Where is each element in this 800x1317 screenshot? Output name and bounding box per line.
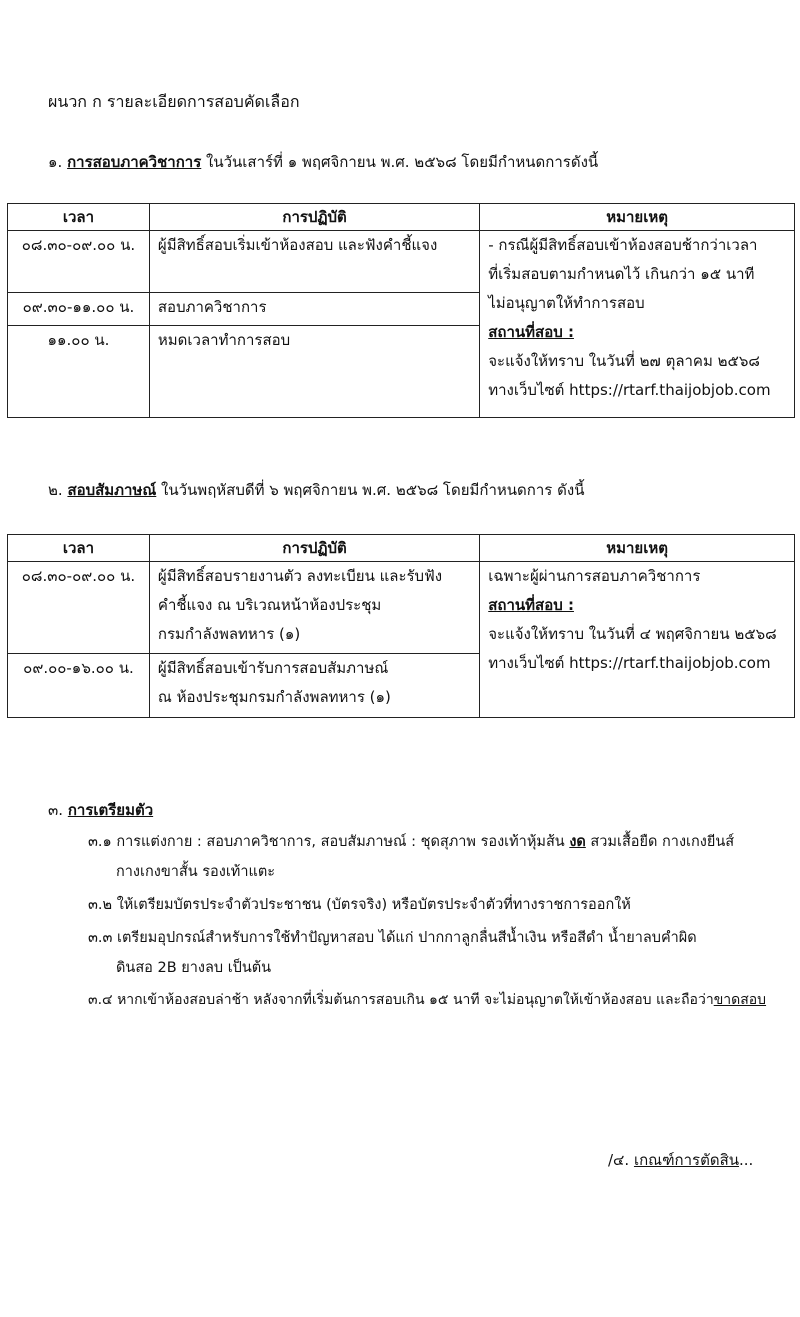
section2-number: ๒.	[48, 481, 63, 499]
table-row	[8, 562, 795, 654]
list-item: ๓.๒ ให้เตรียมบัตรประจำตัวประชาชน (บัตรจริง) หรือบัตรประจำตัวที่ทางราชการออกให้	[88, 897, 631, 913]
note-cell: - กรณีผู้มีสิทธิ์สอบเข้าห้องสอบช้ากว่าเวลา ที่เริ่มสอบตามกำหนดไว้ เกินกว่า ๑๕ นาที ไม่อนุญาตให้ทำการสอบ สถานที่สอบ : จะแจ้งให้ทราบ ในวันที่ ๒๗ ตุลาคม ๒๕๖๘ ทางเว็บไซต์ https://rtarf.thaijobjob.com	[480, 231, 795, 418]
header-time: เวลา	[8, 204, 150, 231]
item-number: ๓.๓	[88, 930, 113, 946]
action-cell: สอบภาควิชาการ	[149, 293, 479, 326]
section1-date: ในวันเสาร์ที่ ๑ พฤศจิกายน พ.ศ. ๒๕๖๘ โดยมีกำหนดการดังนี้	[201, 153, 599, 171]
time-cell: ๑๑.๐๐ น.	[8, 326, 150, 418]
next-section-title: เกณฑ์การตัดสิน	[633, 1151, 739, 1169]
item-number: ๓.๔	[88, 992, 113, 1008]
header-note: หมายเหตุ	[480, 204, 795, 231]
section2-date: ในวันพฤหัสบดีที่ ๖ พฤศจิกายน พ.ศ. ๒๕๖๘ โดยมีกำหนดการ ดังนี้	[156, 481, 585, 499]
list-item-continuation: ดินสอ 2B ยางลบ เป็นต้น	[116, 960, 272, 976]
item-number: ๓.๒	[88, 897, 113, 913]
action-cell: หมดเวลาทำการสอบ	[149, 326, 479, 418]
time-cell: ๐๙.๓๐-๑๑.๐๐ น.	[8, 293, 150, 326]
header-action: การปฏิบัติ	[149, 204, 479, 231]
list-item-continuation: กางเกงขาสั้น รองเท้าแตะ	[116, 864, 276, 880]
table-header-row	[8, 535, 795, 562]
time-cell: ๐๙.๐๐-๑๖.๐๐ น.	[8, 654, 150, 718]
section2-heading	[48, 478, 584, 502]
table-row	[8, 231, 795, 293]
academic-exam-table	[7, 203, 795, 418]
annex-title: ผนวก ก รายละเอียดการสอบคัดเลือก	[48, 92, 300, 111]
list-item: ๓.๓ เตรียมอุปกรณ์สำหรับการใช้ทำปัญหาสอบ ได้แก่ ปากกาลูกลื่นสีน้ำเงิน หรือสีดำ น้ำยาลบคำผิด	[88, 930, 697, 946]
venue-label: สถานที่สอบ :	[488, 596, 574, 614]
list-item: ๓.๔ หากเข้าห้องสอบล่าช้า หลังจากที่เริ่มต้นการสอบเกิน ๑๕ นาที จะไม่อนุญาตให้เข้าห้องสอบ และถือว่าขาดสอบ	[88, 992, 767, 1008]
interview-table	[7, 534, 795, 718]
section3-title: การเตรียมตัว	[67, 801, 154, 819]
website-text: ทางเว็บไซต์ https://rtarf.thaijobjob.com	[488, 381, 771, 399]
header-action: การปฏิบัติ	[149, 535, 479, 562]
item-number: ๓.๑	[88, 834, 112, 850]
section1-number: ๑.	[48, 153, 63, 171]
action-cell: ผู้มีสิทธิ์สอบรายงานตัว ลงทะเบียน และรับฟัง คำชี้แจง ณ บริเวณหน้าห้องประชุม กรมกำลังพลทหาร (๑)	[149, 562, 479, 654]
section3-heading	[48, 798, 153, 822]
header-time: เวลา	[8, 535, 150, 562]
section1-title: การสอบภาควิชาการ	[67, 153, 202, 171]
table-header-row	[8, 204, 795, 231]
time-cell: ๐๘.๓๐-๐๙.๐๐ น.	[8, 231, 150, 293]
action-cell: ผู้มีสิทธิ์สอบเข้ารับการสอบสัมภาษณ์ ณ ห้องประชุมกรมกำลังพลทหาร (๑)	[149, 654, 479, 718]
continuation-note: /๔. เกณฑ์การตัดสิน...	[608, 1151, 754, 1169]
section3-number: ๓.	[48, 801, 64, 819]
list-item: ๓.๑ การแต่งกาย : สอบภาควิชาการ, สอบสัมภาษณ์ : ชุดสุภาพ รองเท้าหุ้มส้น งด สวมเสื้อยืด กางเกงยีนส์	[88, 834, 735, 850]
section2-title: สอบสัมภาษณ์	[67, 481, 157, 499]
time-cell: ๐๘.๓๐-๐๙.๐๐ น.	[8, 562, 150, 654]
section1-heading	[48, 150, 598, 174]
website-text: ทางเว็บไซต์ https://rtarf.thaijobjob.com	[488, 654, 771, 672]
header-note: หมายเหตุ	[480, 535, 795, 562]
action-cell: ผู้มีสิทธิ์สอบเริ่มเข้าห้องสอบ และฟังคำชี้แจง	[149, 231, 479, 293]
note-cell: เฉพาะผู้ผ่านการสอบภาควิชาการ สถานที่สอบ : จะแจ้งให้ทราบ ในวันที่ ๔ พฤศจิกายน ๒๕๖๘ ทางเว็บไซต์ https://rtarf.thaijobjob.com	[480, 562, 795, 718]
venue-label: สถานที่สอบ :	[488, 323, 574, 341]
